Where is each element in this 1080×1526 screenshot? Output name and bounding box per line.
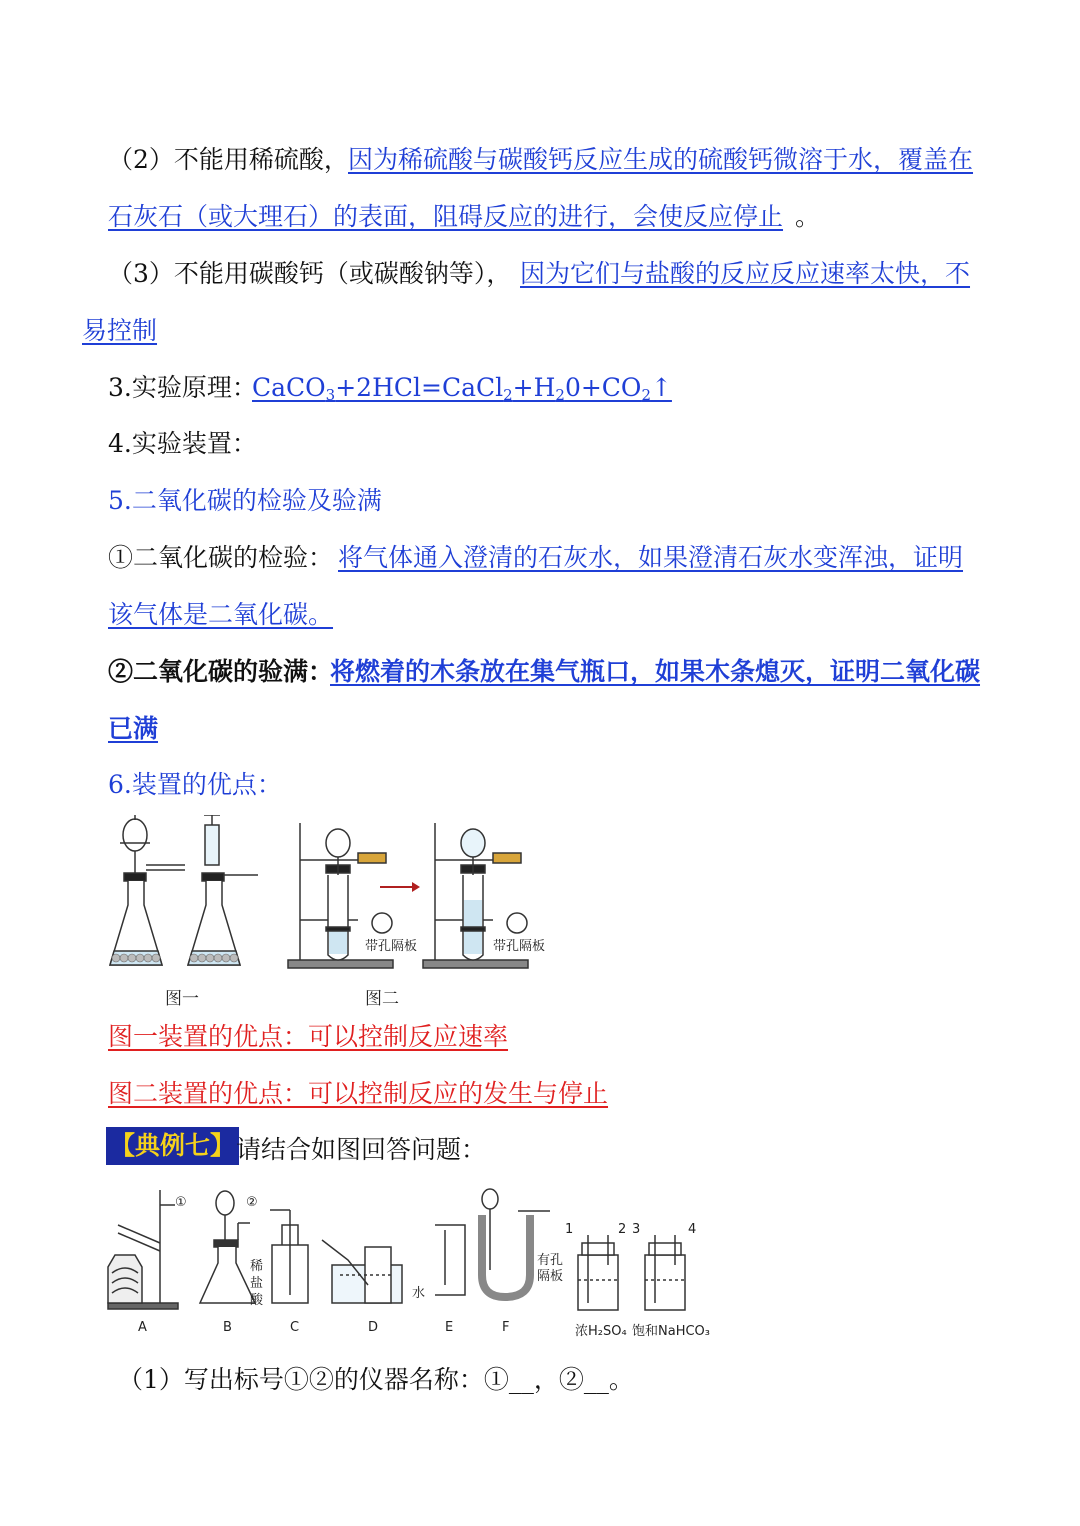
test2-label: ②二氧化碳的验满： (108, 657, 334, 686)
apparatus-c-icon (270, 1210, 308, 1303)
apparatus-figure-a-f (100, 1185, 710, 1320)
figure-caption-1: 图一 (165, 989, 199, 1009)
letter-e: E (445, 1320, 454, 1335)
wash-bottle-nahco3-icon (645, 1235, 685, 1310)
letter-f: F (502, 1320, 510, 1335)
letter-b: B (223, 1320, 232, 1335)
example-prompt: 请结合如图回答问题： (236, 1135, 487, 1164)
water-label: 水 (412, 1286, 426, 1301)
acid-label: 稀 盐 酸 (250, 1259, 264, 1308)
sec2-reason-line1: 因为稀硫酸与碳酸钙反应生成的硫酸钙微溶于水，覆盖在 (348, 145, 974, 174)
mark-2: ② (246, 1195, 258, 1210)
question-1: （1）写出标号①②的仪器名称：①__，②__。 (118, 1365, 634, 1394)
advantage-figure1: 图一装置的优点：可以控制反应速率 (108, 1022, 509, 1051)
test2-text-line1: 将燃着的木条放在集气瓶口，如果木条熄灭，证明二氧化碳 (330, 657, 981, 686)
test-section-title: 5.二氧化碳的检验及验满 (108, 486, 382, 515)
figure-caption-2: 图二 (365, 989, 399, 1009)
sec3-prefix: （3）不能用碳酸钙（或碳酸钠等）， (108, 259, 512, 288)
sec2-prefix: （2）不能用稀硫酸， (108, 145, 349, 174)
plate-label-1: 带孔隔板 (365, 939, 418, 954)
plate-label-2: 带孔隔板 (493, 939, 546, 954)
wash-bottle-h2so4-icon (578, 1235, 618, 1310)
apparatus-a-icon (108, 1190, 178, 1309)
num-4: 4 (688, 1222, 697, 1237)
num-1: 1 (565, 1222, 574, 1237)
apparatus-d-icon (322, 1240, 402, 1303)
sec3-reason-line2: 易控制 (82, 316, 158, 345)
letter-a: A (138, 1320, 147, 1335)
apparatus-figure-1-2 (100, 815, 560, 980)
test1-label: ①二氧化碳的检验： (108, 543, 334, 572)
principle-label: 3.实验原理： (108, 373, 257, 402)
sec3-reason-line1: 因为它们与盐酸的反应反应速率太快，不 (520, 259, 971, 288)
advantages-title: 6.装置的优点： (108, 770, 282, 799)
advantage-figure2: 图二装置的优点：可以控制反应的发生与停止 (108, 1079, 609, 1108)
sec2-reason-line2: 石灰石（或大理石）的表面，阻碍反应的进行，会使反应停止 (108, 202, 784, 231)
test2-text-line2: 已满 (108, 714, 159, 743)
num-3: 3 (632, 1222, 641, 1237)
test1-text-line2: 该气体是二氧化碳。 (108, 600, 334, 629)
flask-with-syringe-icon (188, 815, 258, 965)
num-2: 2 (618, 1222, 627, 1237)
flask-with-funnel-icon (110, 815, 185, 965)
letter-c: C (290, 1320, 300, 1335)
apparatus-e-icon (435, 1225, 465, 1295)
arrow-right-icon (380, 882, 420, 892)
mark-1: ① (175, 1195, 187, 1210)
bottle-nahco3-label: 饱和NaHCO₃ (632, 1324, 710, 1339)
plate-label-f: 有孔 隔板 (537, 1253, 564, 1284)
bottle-h2so4-label: 浓H₂SO₄ (575, 1324, 627, 1339)
test1-text-line1: 将气体通入澄清的石灰水，如果澄清石灰水变浑浊，证明 (338, 543, 964, 572)
reaction-equation: $CaCO_3+2HCl=CaCl_2+H_20+CO_2↑$ (252, 373, 672, 404)
apparatus-label: 4.实验装置： (108, 429, 257, 458)
letter-d: D (368, 1320, 379, 1335)
sec2-end: 。 (795, 202, 821, 231)
example-badge: 【典例七】 (106, 1127, 239, 1165)
